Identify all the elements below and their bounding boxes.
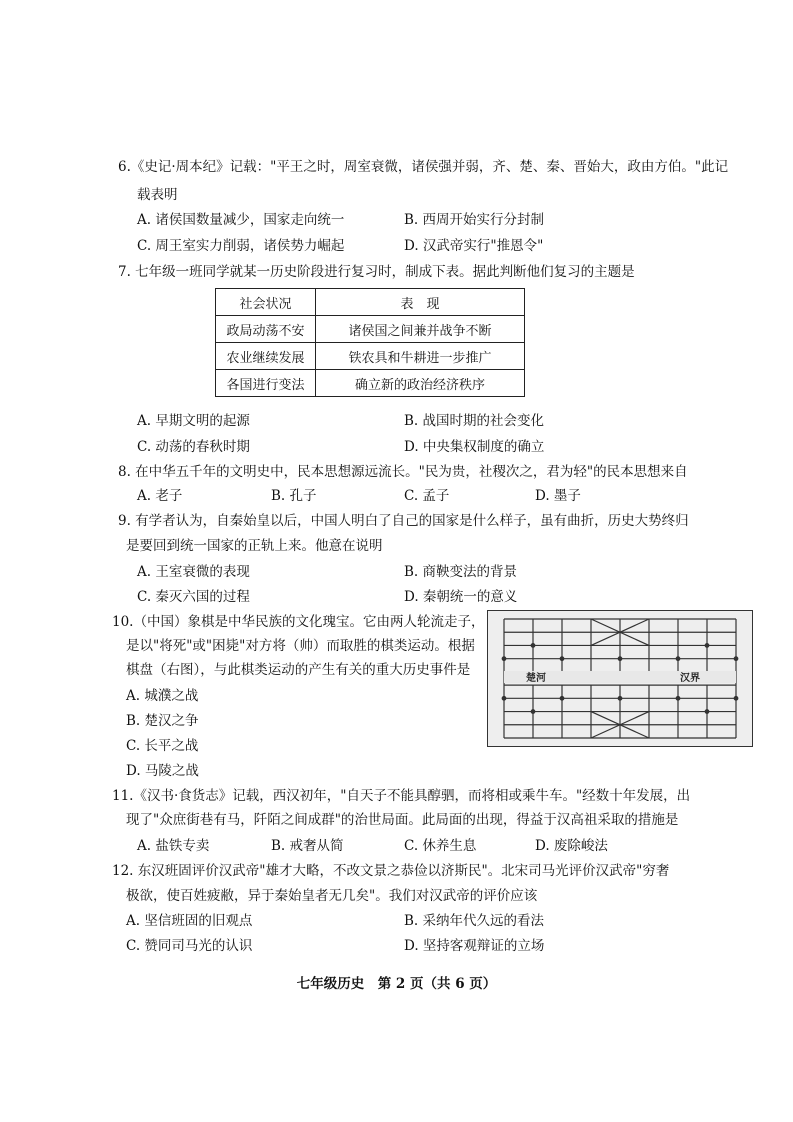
q8-option-a: A. 老子 <box>137 488 183 504</box>
q6-stem-line1: 6.《史记·周本纪》记载："平王之时，周室衰微，诸侯强并弱，齐、楚、秦、晋始大，政由方伯。"此记 <box>118 159 729 175</box>
q11-option-b: B. 戒奢从简 <box>271 838 344 854</box>
q12-stem-line2: 极欲，使百姓疲敝，异于秦始皇者无几矣"。我们对汉武帝的评价应该 <box>126 888 538 904</box>
table-cell: 政局动荡不安 <box>216 316 316 343</box>
q11-option-a: A. 盐铁专卖 <box>137 838 210 854</box>
table-header-cell: 社会状况 <box>216 289 316 316</box>
board-point-marker <box>531 644 535 648</box>
q9-stem-line2: 是要回到统一国家的正轨上来。他意在说明 <box>126 538 383 554</box>
q8-option-b: B. 孔子 <box>271 488 317 504</box>
q7-table <box>215 288 525 397</box>
q10-stem-line1: 10.（中国）象棋是中华民族的文化瑰宝。它由两人轮流走子， <box>112 614 485 630</box>
q6-option-b: B. 西周开始实行分封制 <box>404 212 545 228</box>
board-point-marker <box>618 657 622 661</box>
board-point-marker <box>502 657 506 661</box>
q11-option-d: D. 废除峻法 <box>535 838 608 854</box>
river-label-chu: 楚河 <box>526 673 546 684</box>
board-point-marker <box>502 697 506 701</box>
q9-option-c: C. 秦灭六国的过程 <box>137 589 250 605</box>
board-point-marker <box>560 697 564 701</box>
q12-option-a: A. 坚信班固的旧观点 <box>126 913 253 929</box>
board-point-marker <box>734 697 738 701</box>
q11-stem-line1: 11.《汉书·食货志》记载，西汉初年，"自天子不能具醇驷，而将相或乘牛车。"经数十年发展，出 <box>112 788 691 804</box>
q11-option-c: C. 休养生息 <box>404 838 477 854</box>
q9-option-a: A. 王室衰微的表现 <box>137 564 250 580</box>
q7-option-c: C. 动荡的春秋时期 <box>137 439 250 455</box>
table-cell: 铁农具和牛耕进一步推广 <box>316 343 525 370</box>
table-row <box>216 316 525 343</box>
board-point-marker <box>531 710 535 714</box>
q10-option-a: A. 城濮之战 <box>126 688 199 704</box>
q8-option-c: C. 孟子 <box>404 488 450 504</box>
q6-stem-line2: 载表明 <box>137 187 178 203</box>
table-row <box>216 370 525 397</box>
q12-option-c: C. 赞同司马光的认识 <box>126 938 253 954</box>
board-point-marker <box>676 697 680 701</box>
q10-stem-line2: 是以"将死"或"困毙"对方将（帅）而取胜的棋类运动。根据 <box>126 638 475 654</box>
table-cell: 各国进行变法 <box>216 370 316 397</box>
q12-option-b: B. 采纳年代久远的看法 <box>404 913 545 929</box>
q10-option-d: D. 马陵之战 <box>126 763 199 779</box>
q9-option-d: D. 秦朝统一的意义 <box>404 589 518 605</box>
q12-stem-line1: 12. 东汉班固评价汉武帝"雄才大略，不改文景之恭俭以济斯民"。北宋司马光评价汉武帝"穷奢 <box>112 863 670 879</box>
board-point-marker <box>560 657 564 661</box>
chess-board-figure <box>487 610 753 747</box>
table-cell: 农业继续发展 <box>216 343 316 370</box>
table-cell: 诸侯国之间兼并战争不断 <box>316 316 525 343</box>
q9-stem-line1: 9. 有学者认为，自秦始皇以后，中国人明白了自己的国家是什么样子，虽有曲折，历史大势终归 <box>118 513 689 529</box>
q10-stem-line3: 棋盘（右图），与此棋类运动的产生有关的重大历史事件是 <box>126 662 471 678</box>
q9-option-b: B. 商鞅变法的背景 <box>404 564 518 580</box>
board-point-marker <box>734 657 738 661</box>
board-point-marker <box>618 697 622 701</box>
q8-option-d: D. 墨子 <box>535 488 581 504</box>
q7-stem: 7. 七年级一班同学就某一历史阶段进行复习时，制成下表。据此判断他们复习的主题是 <box>118 264 635 280</box>
q10-option-c: C. 长平之战 <box>126 738 199 754</box>
q12-option-d: D. 坚持客观辩证的立场 <box>404 938 545 954</box>
board-point-marker <box>705 710 709 714</box>
q7-option-a: A. 早期文明的起源 <box>137 413 250 429</box>
q11-stem-line2: 现了"众庶街巷有马，阡陌之间成群"的治世局面。此局面的出现，得益于汉高祖采取的措施是 <box>126 812 679 828</box>
page-footer: 七年级历史 第 2 页（共 6 页） <box>296 976 497 992</box>
board-point-marker <box>676 657 680 661</box>
q10-option-b: B. 楚汉之争 <box>126 713 199 729</box>
table-row <box>216 343 525 370</box>
q6-option-d: D. 汉武帝实行"推恩令" <box>404 238 544 254</box>
q7-option-b: B. 战国时期的社会变化 <box>404 413 545 429</box>
q8-stem: 8. 在中华五千年的文明史中，民本思想源远流长。"民为贵，社稷次之，君为轻"的民本思想来自 <box>118 464 688 480</box>
board-point-marker <box>705 644 709 648</box>
chess-board-drawing <box>488 611 752 746</box>
q6-option-a: A. 诸侯国数量减少，国家走向统一 <box>137 212 345 228</box>
river-label-han: 汉界 <box>680 673 700 684</box>
table-header-row <box>216 289 525 316</box>
q6-option-c: C. 周王室实力削弱，诸侯势力崛起 <box>137 238 345 254</box>
q7-option-d: D. 中央集权制度的确立 <box>404 439 545 455</box>
table-header-cell: 表 现 <box>316 289 525 316</box>
table-cell: 确立新的政治经济秩序 <box>316 370 525 397</box>
